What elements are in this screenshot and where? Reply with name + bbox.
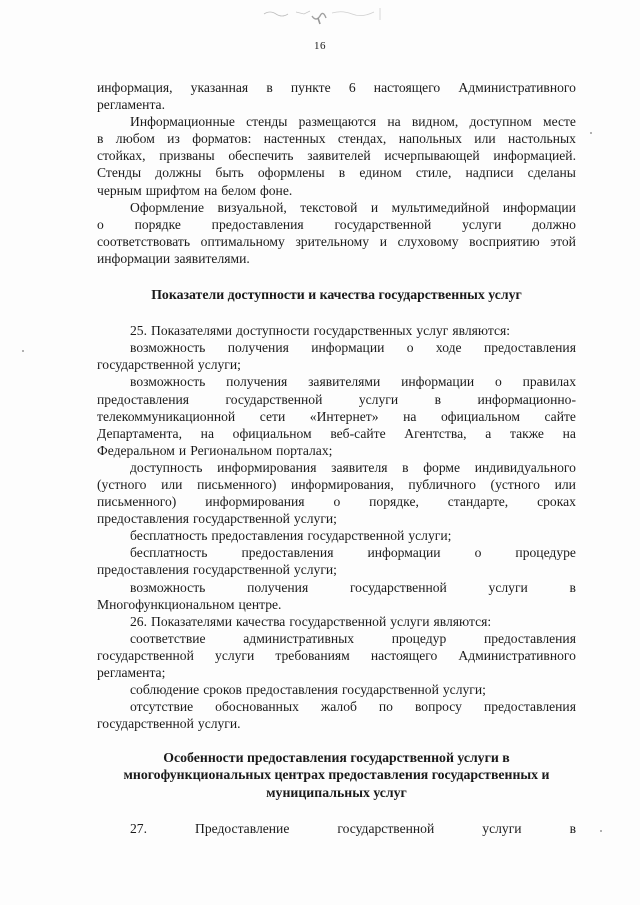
word: черным [97,182,142,198]
word: едином [359,165,402,181]
word: или [474,131,496,147]
word: в [266,80,273,95]
document-body [97,79,576,837]
word: по [378,699,393,715]
word: письменного) [197,476,277,492]
word: текстовой [300,199,358,215]
word: заявителями [308,374,381,390]
word: пункте [290,80,331,95]
text-line [97,820,576,837]
word: сети [259,408,286,424]
word: государственной [341,682,439,698]
text-line [97,199,576,216]
word: напольных [398,131,462,147]
word: в [434,391,441,407]
text-line [97,596,576,613]
word: веб-сайте [330,425,386,441]
text-line [97,613,576,630]
spacer [97,303,576,322]
word: возможность [130,340,206,356]
word: соблюдение [130,682,200,698]
word: указанная [190,80,249,95]
word: Административного [458,647,576,663]
text-line [97,79,576,96]
word: услуги; [293,562,337,578]
text-line [97,579,576,596]
text-line [97,544,576,561]
text-line [97,250,576,267]
word: официальном [440,408,520,424]
word: информации [502,199,576,215]
word: размещаются [298,114,377,130]
text-line [97,96,576,113]
word: сайте [544,408,576,424]
section-heading-mfc-0: Особенности предоставления государственной услуги в [163,750,510,766]
word: надписи [465,165,514,181]
word: слуховому [397,233,459,249]
word: услуги [215,647,255,663]
word: любом [115,131,155,147]
word: возможность [130,579,206,595]
word: о [474,545,482,561]
word: процедур [391,630,447,646]
page-number: 16 [314,40,326,52]
word: отсутствие [130,699,194,715]
word: предоставления [211,216,304,232]
text-line [97,391,576,408]
word: а [485,425,492,441]
word: шрифтом [145,182,200,198]
scan-speck [600,830,602,832]
word: услуги; [442,682,486,698]
scan-speck [590,132,592,134]
text-line [97,493,576,510]
word: о [406,340,414,356]
text-line [97,425,576,442]
text-line [97,373,576,390]
word: оптимальному [200,233,285,249]
word: предоставления [483,699,576,715]
word: стендах, [337,131,387,147]
spacer [97,801,576,820]
word: доступность [130,459,203,475]
word: в [97,131,104,147]
word: предоставления [211,528,304,544]
word: письменного) [97,494,177,510]
word: доступности [236,323,310,339]
word: официальном [232,425,312,441]
word: предоставления [241,545,334,561]
word: предоставления [97,511,190,527]
word: государственной [289,613,387,629]
text-line [97,647,576,664]
word: 6 [348,80,356,95]
word: также [509,425,544,441]
word: на [203,182,218,198]
word: являются: [433,613,492,629]
word: услуги; [408,528,452,544]
word: Показателями [151,613,232,629]
word: услуги; [293,511,337,527]
text-line [97,476,576,493]
word: зрительному [295,233,370,249]
section-heading-mfc-1: многофункциональных центрах предоставления государственных и [123,767,550,783]
word: государственных [313,323,413,339]
word: видном, [411,114,459,130]
word: Региональном [190,442,273,458]
word: услуг [416,323,449,339]
word: государственной [97,647,194,663]
word: государственной [337,820,435,836]
word: призваны [159,148,215,164]
word: фоне. [259,182,293,198]
word: оформлены [257,165,325,181]
word: Департамента, [97,425,182,441]
word: доступном [469,114,532,130]
word: Федеральном [97,442,175,458]
section-heading-accessibility: Показатели доступности и качества государственных услуг [151,287,522,303]
section-heading-mfc-2: муниципальных услуг [266,784,407,800]
word: информации [97,250,171,266]
word: порталах; [276,442,333,458]
word: жалоб [320,699,357,715]
text-line [97,216,576,233]
text-line [97,147,576,164]
word: правилах [522,374,576,390]
word: государственной [307,528,405,544]
word: получения [226,374,288,390]
word: государственной [97,357,194,373]
word: услуги; [197,357,241,373]
word: стандарте, [447,494,509,510]
word: Агентства, [404,425,467,441]
text-line [97,664,576,681]
word: Оформление [130,199,205,215]
word: центре. [238,596,282,612]
word: Административного [458,80,576,95]
word: порядке [134,216,181,232]
word: информирования [217,459,317,475]
word: сроков [203,682,242,698]
word: услуги [488,579,528,595]
word: регламента; [97,665,166,680]
word: услуги [462,216,502,232]
word: на [403,408,417,424]
word: настенных [263,131,326,147]
word: стенды [246,114,288,130]
text-line [97,233,576,250]
word: публичного [408,476,476,492]
word: или [161,476,183,492]
word: о [97,216,104,232]
word: услуги [482,820,522,836]
word: сделаны [527,165,576,181]
text-line [97,527,576,544]
spacer [97,732,576,749]
text-line [97,339,576,356]
word: государственной [193,511,290,527]
word: настольных [508,131,576,147]
word: обоснованных [215,699,299,715]
word: Многофункциональном [97,596,235,612]
word: Предоставление [195,820,290,836]
word: государственной [349,579,447,595]
text-line [97,459,576,476]
word: мультимедийной [391,199,490,215]
word: «Интернет» [309,408,379,424]
word: информации [401,374,475,390]
word: предоставления [97,562,190,578]
word: являются: [452,323,511,339]
text-line [97,510,576,527]
word: и [370,199,379,215]
word: (устного [97,476,147,492]
word: предоставления [97,391,190,407]
word: белом [221,182,256,198]
word: Информационные [130,114,235,130]
word: услуги [358,391,399,407]
word: в [402,459,409,475]
word: сроках [537,494,576,510]
text-line [97,681,576,698]
word: месте [542,114,576,130]
word: заявителя [331,459,388,475]
word: бесплатность [130,528,208,544]
word: процедуре [515,545,576,561]
word: качества [236,613,286,629]
word: индивидуального [474,459,576,475]
word: информация, [97,80,173,95]
scan-artifact-mark [262,4,392,26]
text-line [97,442,576,459]
word: предоставления [245,682,338,698]
text-line [97,698,576,715]
word: соответствие [130,630,206,646]
word: услуги. [197,716,241,732]
word: государственной [225,391,323,407]
scan-speck [22,350,24,352]
word: настоящего [373,80,441,95]
word: предоставления [483,340,576,356]
word: информации [367,545,441,561]
word: о [333,494,341,510]
text-line [97,630,576,647]
word: государственной [193,562,290,578]
word: в [569,579,576,595]
word: Показателями [151,323,232,339]
word: должно [532,216,576,232]
text-line [97,130,576,147]
word: должны [155,165,202,181]
word: информирования, [291,476,394,492]
text-line [97,715,576,732]
text-line [97,164,576,181]
word: на [387,114,401,130]
word: информирования [205,494,305,510]
word: форматов: [192,131,252,147]
word: возможность [130,374,206,390]
word: форме [423,459,461,475]
word: требованиям [275,647,350,663]
word: стиле, [415,165,452,181]
word: бесплатность [130,545,208,561]
text-line [97,322,576,339]
word: о [495,374,502,390]
text-line [97,113,576,130]
word: или [554,476,576,492]
word: 25. [130,323,147,339]
word: быть [215,165,244,181]
word: порядке, [369,494,419,510]
word: настоящего [370,647,438,663]
word: 26. [130,613,147,629]
word: государственной [97,716,194,732]
word: государственной [334,216,432,232]
word: получения [227,340,289,356]
spacer [97,267,576,286]
word: регламента. [97,97,165,113]
word: Стенды [97,165,142,181]
word: на [200,425,214,441]
text-line [97,356,576,373]
word: и [379,233,387,249]
word: и [178,442,187,458]
text-line [97,182,576,199]
word: информацией. [493,148,576,164]
word: исчерпывающей [384,148,480,164]
word: информационно- [477,391,576,407]
word: предоставления [483,630,576,646]
word: в [569,820,576,836]
word: получения [247,579,309,595]
word: (устного [490,476,540,492]
word: информации [311,340,385,356]
word: обеспечить [228,148,294,164]
word: визуальной, [217,199,287,215]
word: административных [243,630,355,646]
word: этой [550,233,576,249]
text-line [97,561,576,578]
word: услуги [390,613,430,629]
word: восприятию [469,233,540,249]
word: ходе [435,340,462,356]
word: вопросу [414,699,462,715]
word: заявителями. [174,250,250,266]
text-line [97,408,576,425]
word: 27. [130,820,147,836]
word: в [338,165,346,181]
word: соответствовать [97,233,191,249]
word: из [167,131,180,147]
word: телекоммуникационной [97,408,236,424]
word: на [562,425,576,441]
word: стойках, [97,148,146,164]
word: заявителей [307,148,371,164]
